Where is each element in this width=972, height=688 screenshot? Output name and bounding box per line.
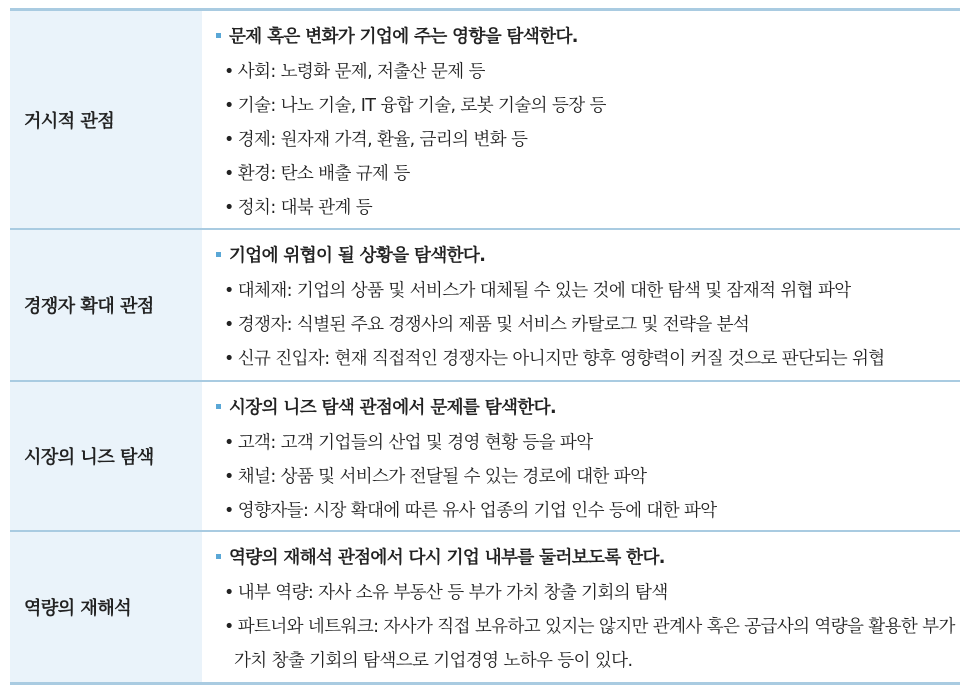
- row-heading: [216, 19, 956, 55]
- bullet-icon: •: [224, 433, 234, 453]
- bullet-icon: •: [224, 315, 234, 335]
- bullet-icon: •: [224, 617, 234, 637]
- heading-text: 역량의 재해석 관점에서 다시 기업 내부를 둘러보도록 한다.: [229, 548, 665, 568]
- bullet-icon: •: [224, 164, 234, 184]
- row-label: 시장의 니즈 탐색: [10, 382, 202, 530]
- item-text: 사회: 노령화 문제, 저출산 문제 등: [237, 62, 485, 82]
- heading-text: 시장의 니즈 탐색 관점에서 문제를 탐색한다.: [229, 398, 556, 418]
- item-text: 기술: 나노 기술, IT 융합 기술, 로봇 기술의 등장 등: [237, 96, 606, 116]
- row-content: [202, 382, 960, 530]
- list-item: [216, 123, 956, 157]
- row-heading: [216, 540, 956, 576]
- square-bullet-icon: [216, 554, 221, 559]
- row-heading: [216, 390, 956, 426]
- bullet-icon: •: [224, 501, 234, 521]
- list-item: [216, 274, 956, 308]
- analysis-table: [10, 8, 960, 685]
- list-item: [216, 157, 956, 191]
- list-item: [216, 610, 956, 678]
- bullet-icon: •: [224, 62, 234, 82]
- item-text: 경쟁자: 식별된 주요 경쟁사의 제품 및 서비스 카탈로그 및 전략을 분석: [237, 315, 750, 335]
- row-label: 경쟁자 확대 관점: [10, 230, 202, 380]
- list-item: [216, 426, 956, 460]
- square-bullet-icon: [216, 252, 221, 257]
- table-row: [10, 530, 960, 682]
- bullet-icon: •: [224, 281, 234, 301]
- square-bullet-icon: [216, 404, 221, 409]
- list-item: [216, 191, 956, 225]
- bullet-icon: •: [224, 198, 234, 218]
- bullet-icon: •: [224, 467, 234, 487]
- item-text: 영향자들: 시장 확대에 따른 유사 업종의 기업 인수 등에 대한 파악: [237, 501, 717, 521]
- list-item: [216, 308, 956, 342]
- row-label: 역량의 재해석: [10, 532, 202, 682]
- item-text: 파트너와 네트워크: 자사가 직접 보유하고 있지는 않지만 관계사 혹은 공급사의 역량을 활용한 부가가치 창출 기회의 탐색으로 기업경영 노하우 등이 있다.: [234, 617, 955, 671]
- item-text: 정치: 대북 관계 등: [237, 198, 373, 218]
- list-item: [216, 89, 956, 123]
- row-content: [202, 230, 960, 380]
- square-bullet-icon: [216, 33, 221, 38]
- item-text: 신규 진입자: 현재 직접적인 경쟁자는 아니지만 향후 영향력이 커질 것으로 판단되는 위협: [237, 349, 885, 369]
- bullet-icon: •: [224, 130, 234, 150]
- list-item: [216, 460, 956, 494]
- row-label: 거시적 관점: [10, 11, 202, 228]
- list-item: [216, 494, 956, 528]
- table-row: [10, 380, 960, 530]
- table-row: [10, 11, 960, 228]
- table-row: [10, 228, 960, 380]
- row-content: [202, 532, 960, 682]
- heading-text: 기업에 위협이 될 상황을 탐색한다.: [229, 246, 486, 266]
- bullet-icon: •: [224, 96, 234, 116]
- bullet-icon: •: [224, 349, 234, 369]
- heading-text: 문제 혹은 변화가 기업에 주는 영향을 탐색한다.: [229, 27, 578, 47]
- item-text: 대체재: 기업의 상품 및 서비스가 대체될 수 있는 것에 대한 탐색 및 잠재적 위협 파악: [237, 281, 851, 301]
- item-text: 채널: 상품 및 서비스가 전달될 수 있는 경로에 대한 파악: [237, 467, 647, 487]
- row-content: [202, 11, 960, 228]
- item-text: 경제: 원자재 가격, 환율, 금리의 변화 등: [237, 130, 528, 150]
- item-text: 환경: 탄소 배출 규제 등: [237, 164, 410, 184]
- bullet-icon: •: [224, 583, 234, 603]
- item-text: 내부 역량: 자사 소유 부동산 등 부가 가치 창출 기회의 탐색: [237, 583, 668, 603]
- row-heading: [216, 238, 956, 274]
- list-item: [216, 55, 956, 89]
- item-text: 고객: 고객 기업들의 산업 및 경영 현황 등을 파악: [237, 433, 593, 453]
- list-item: [216, 342, 956, 376]
- list-item: [216, 576, 956, 610]
